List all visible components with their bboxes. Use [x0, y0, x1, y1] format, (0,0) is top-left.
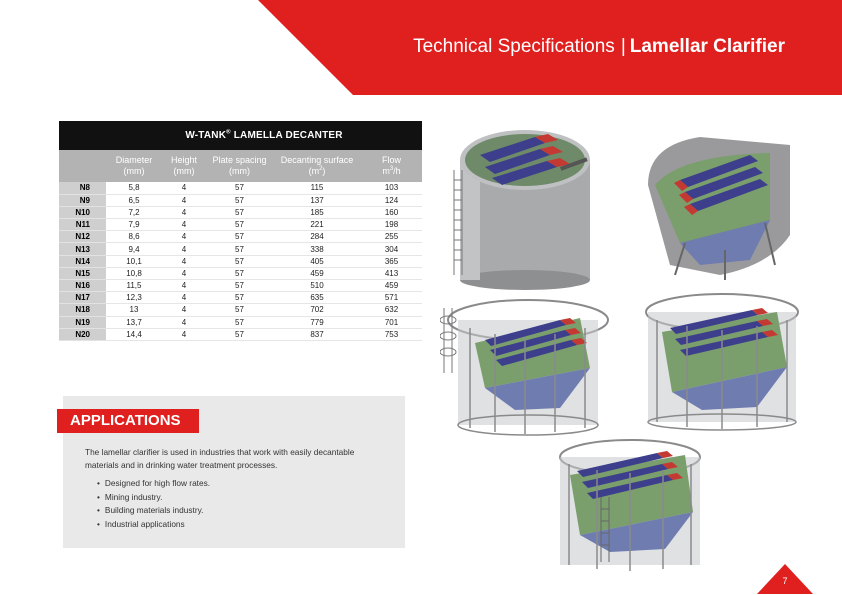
spacing-cell: 57: [206, 206, 273, 218]
diameter-cell: 7,2: [106, 206, 162, 218]
spacing-cell: 57: [206, 182, 273, 194]
applications-description: The lamellar clarifier is used in industries that work with easily decantable materials and in drinking water treatment processes.: [85, 447, 355, 470]
height-cell: 4: [162, 231, 206, 243]
height-cell: 4: [162, 304, 206, 316]
surface-cell: 185: [273, 206, 361, 218]
list-item: • Building materials industry.: [97, 504, 210, 518]
table-corner-grey: [59, 150, 106, 182]
model-cell: N14: [59, 255, 106, 267]
diameter-cell: 8,6: [106, 231, 162, 243]
surface-cell: 115: [273, 182, 361, 194]
spacing-cell: 57: [206, 316, 273, 328]
table-header-row: [59, 150, 422, 182]
spacing-cell: 57: [206, 280, 273, 292]
table-title-row: [59, 121, 422, 150]
spacing-cell: 57: [206, 267, 273, 279]
flow-cell: 304: [361, 243, 422, 255]
tank-image-open-bottom: [555, 437, 705, 572]
flow-cell: 103: [361, 182, 422, 194]
table-row: [59, 292, 422, 304]
page-title-light: Technical Specifications: [413, 36, 615, 57]
table-row: [59, 280, 422, 292]
table-row: [59, 267, 422, 279]
model-cell: N13: [59, 243, 106, 255]
model-cell: N20: [59, 328, 106, 340]
page-number: [757, 564, 813, 594]
table-title-main: W-TANK: [185, 130, 227, 141]
height-cell: 4: [162, 182, 206, 194]
model-cell: N12: [59, 231, 106, 243]
list-item: • Designed for high flow rates.: [97, 477, 210, 491]
diameter-cell: 11,5: [106, 280, 162, 292]
model-cell: N9: [59, 194, 106, 206]
flow-cell: 632: [361, 304, 422, 316]
page-number-label: 7: [782, 576, 788, 586]
spacing-cell: 57: [206, 219, 273, 231]
spacing-cell: 57: [206, 292, 273, 304]
surface-cell: 284: [273, 231, 361, 243]
height-cell: 4: [162, 280, 206, 292]
surface-cell: 635: [273, 292, 361, 304]
diameter-cell: 12,3: [106, 292, 162, 304]
surface-cell: 137: [273, 194, 361, 206]
table-row: [59, 243, 422, 255]
spacing-cell: 57: [206, 231, 273, 243]
model-cell: N8: [59, 182, 106, 194]
surface-cell: 405: [273, 255, 361, 267]
spacing-cell: 57: [206, 304, 273, 316]
flow-cell: 753: [361, 328, 422, 340]
model-cell: N15: [59, 267, 106, 279]
page-title: [413, 36, 785, 58]
applications-list: [97, 477, 210, 531]
model-cell: N10: [59, 206, 106, 218]
spec-table-body: [59, 182, 422, 340]
diameter-cell: 13: [106, 304, 162, 316]
table-row: [59, 219, 422, 231]
flow-cell: 413: [361, 267, 422, 279]
flow-cell: 255: [361, 231, 422, 243]
flow-cell: 124: [361, 194, 422, 206]
diameter-cell: 14,4: [106, 328, 162, 340]
tank-image-open-right: [642, 292, 802, 432]
spec-table: [59, 121, 422, 341]
page-title-separator: |: [620, 36, 626, 57]
diameter-cell: 7,9: [106, 219, 162, 231]
list-item: • Industrial applications: [97, 518, 210, 532]
table-row: [59, 304, 422, 316]
tank-image-open-left: [440, 298, 615, 438]
height-cell: 4: [162, 206, 206, 218]
table-row: [59, 255, 422, 267]
diameter-cell: 10,8: [106, 267, 162, 279]
height-cell: 4: [162, 328, 206, 340]
surface-cell: 338: [273, 243, 361, 255]
surface-cell: 779: [273, 316, 361, 328]
col-header-flow: Flow $m^3/h$: [361, 150, 422, 182]
table-row: [59, 206, 422, 218]
flow-cell: 198: [361, 219, 422, 231]
flow-cell: 701: [361, 316, 422, 328]
applications-heading: APPLICATIONS: [57, 409, 199, 433]
header-banner: [0, 0, 842, 95]
surface-cell: 221: [273, 219, 361, 231]
model-cell: N11: [59, 219, 106, 231]
table-row: [59, 194, 422, 206]
surface-cell: 510: [273, 280, 361, 292]
height-cell: 4: [162, 292, 206, 304]
table-corner-dark: [59, 121, 106, 150]
table-title-rest: LAMELLA DECANTER: [230, 130, 343, 141]
flow-cell: 571: [361, 292, 422, 304]
model-cell: N19: [59, 316, 106, 328]
col-header-decanting-surface: Decanting surface $(m^2)$: [273, 150, 361, 182]
diameter-cell: 13,7: [106, 316, 162, 328]
diameter-cell: 10,1: [106, 255, 162, 267]
table-row: [59, 316, 422, 328]
tank-image-closed: [440, 115, 610, 290]
height-cell: 4: [162, 267, 206, 279]
diameter-cell: 6,5: [106, 194, 162, 206]
height-cell: 4: [162, 219, 206, 231]
col-header-diameter: Diameter (mm): [106, 150, 162, 182]
list-item: • Mining industry.: [97, 491, 210, 505]
spacing-cell: 57: [206, 328, 273, 340]
flow-cell: 365: [361, 255, 422, 267]
table-title: [106, 121, 422, 150]
model-cell: N18: [59, 304, 106, 316]
table-row: [59, 328, 422, 340]
spacing-cell: 57: [206, 255, 273, 267]
col-header-plate-spacing: Plate spacing (mm): [206, 150, 273, 182]
page-title-bold: Lamellar Clarifier: [629, 36, 785, 57]
flow-cell: 160: [361, 206, 422, 218]
spacing-cell: 57: [206, 243, 273, 255]
surface-cell: 837: [273, 328, 361, 340]
model-cell: N17: [59, 292, 106, 304]
diameter-cell: 5,8: [106, 182, 162, 194]
model-cell: N16: [59, 280, 106, 292]
height-cell: 4: [162, 316, 206, 328]
table-row: [59, 182, 422, 194]
col-header-height: Height (mm): [162, 150, 206, 182]
diameter-cell: 9,4: [106, 243, 162, 255]
height-cell: 4: [162, 194, 206, 206]
height-cell: 4: [162, 243, 206, 255]
surface-cell: 702: [273, 304, 361, 316]
spacing-cell: 57: [206, 194, 273, 206]
surface-cell: 459: [273, 267, 361, 279]
table-title-reg: ®: [226, 129, 231, 136]
table-row: [59, 231, 422, 243]
tank-image-cutaway: [640, 125, 800, 285]
height-cell: 4: [162, 255, 206, 267]
flow-cell: 459: [361, 280, 422, 292]
